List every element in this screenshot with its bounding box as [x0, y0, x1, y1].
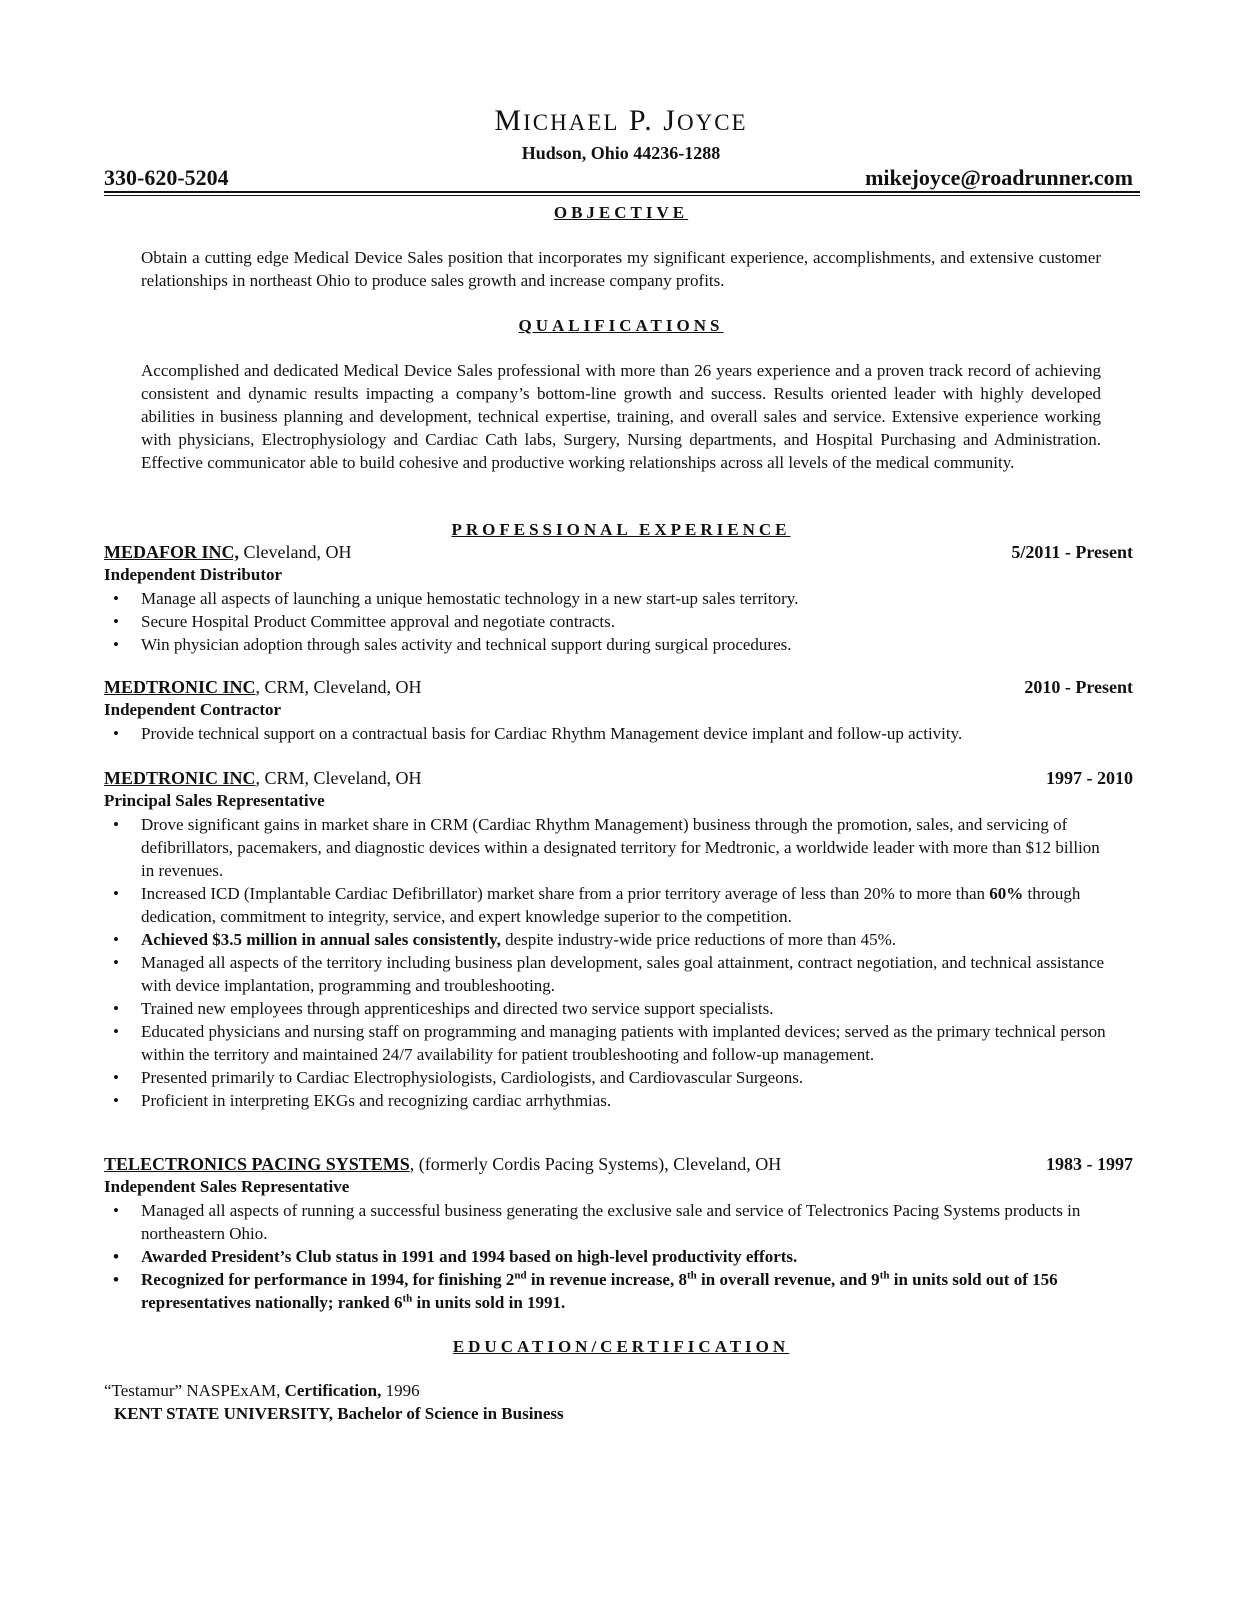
- candidate-location: Hudson, Ohio 44236-1288: [521, 143, 721, 163]
- list-item: • Trained new employees through apprenticeships and directed two service support specialists.: [104, 997, 1114, 1020]
- list-item: • Drove significant gains in market share in CRM (Cardiac Rhythm Management) business through the promotion, sales, and servicing of defibrillators, pacemakers, and diagnostic devices within a designated territory for Medtronic, a worldwide leader with more than $12 billion in revenues.: [104, 813, 1114, 882]
- job-role: Independent Sales Representative: [104, 1177, 350, 1196]
- job-company-line: TELECTRONICS PACING SYSTEMS, (formerly Cordis Pacing Systems), Cleveland, OH: [104, 1154, 782, 1174]
- job-dates: 1983 - 1997: [1046, 1154, 1133, 1174]
- degree-line: KENT STATE UNIVERSITY, Bachelor of Science in Business: [114, 1404, 564, 1423]
- job-company-line: MEDAFOR INC, Cleveland, OH: [104, 542, 352, 562]
- objective-heading: OBJECTIVE: [553, 203, 689, 222]
- job-dates: 5/2011 - Present: [1011, 542, 1133, 562]
- list-item: • Provide technical support on a contractual basis for Cardiac Rhythm Management device implant and follow-up activity.: [104, 722, 1114, 745]
- header-rule-bottom: [104, 195, 1140, 196]
- header-rule-top: [104, 191, 1140, 193]
- list-item: • Presented primarily to Cardiac Electrophysiologists, Cardiologists, and Cardiovascular Surgeons.: [104, 1066, 1114, 1089]
- job-bullets: [104, 722, 1114, 745]
- candidate-phone: 330-620-5204: [104, 165, 229, 190]
- list-item: • Proficient in interpreting EKGs and recognizing cardiac arrhythmias.: [104, 1089, 1114, 1112]
- list-item: • Increased ICD (Implantable Cardiac Defibrillator) market share from a prior territory average of less than 20% to more than 60% through dedication, commitment to integrity, service, and expert knowledge superior to the competition.: [104, 882, 1114, 928]
- job-bullets: [104, 1199, 1114, 1314]
- education-heading: EDUCATION/CERTIFICATION: [452, 1337, 790, 1356]
- objective-text: Obtain a cutting edge Medical Device Sales position that incorporates my significant experience, accomplishments, and extensive customer relationships in northeast Ohio to produce sales growth and increase company profits.: [141, 248, 1101, 290]
- job-role: Independent Contractor: [104, 700, 282, 719]
- company-name: MEDTRONIC INC: [104, 768, 256, 788]
- job-dates: 1997 - 2010: [1046, 768, 1133, 788]
- job-role: Principal Sales Representative: [104, 791, 325, 810]
- job-dates: 2010 - Present: [1024, 677, 1133, 697]
- list-item: • Achieved $3.5 million in annual sales consistently, despite industry-wide price reductions of more than 45%.: [104, 928, 1114, 951]
- job-role: Independent Distributor: [104, 565, 283, 584]
- company-name: MEDAFOR INC,: [104, 542, 239, 562]
- candidate-name: MICHAEL P. JOYCE: [494, 104, 748, 137]
- candidate-email: mikejoyce@roadrunner.com: [865, 165, 1133, 190]
- job-company-line: MEDTRONIC INC, CRM, Cleveland, OH: [104, 677, 422, 697]
- list-item: • Awarded President’s Club status in 1991 and 1994 based on high-level productivity efforts.: [104, 1245, 1114, 1268]
- list-item: • Managed all aspects of running a successful business generating the exclusive sale and service of Telectronics Pacing Systems products in northeastern Ohio.: [104, 1199, 1114, 1245]
- list-item: • Manage all aspects of launching a unique hemostatic technology in a new start-up sales territory.: [104, 587, 1114, 610]
- company-name: MEDTRONIC INC: [104, 677, 256, 697]
- list-item: • Secure Hospital Product Committee approval and negotiate contracts.: [104, 610, 1114, 633]
- job-company-line: MEDTRONIC INC, CRM, Cleveland, OH: [104, 768, 422, 788]
- qualifications-heading: QUALIFICATIONS: [518, 316, 724, 335]
- list-item: • Recognized for performance in 1994, for finishing 2nd in revenue increase, 8th in overall revenue, and 9th in units sold out of 156 representatives nationally; ranked 6th in units sold in 1991.: [104, 1268, 1114, 1314]
- company-name: TELECTRONICS PACING SYSTEMS: [104, 1154, 410, 1174]
- experience-heading: PROFESSIONAL EXPERIENCE: [451, 520, 791, 539]
- list-item: • Win physician adoption through sales activity and technical support during surgical procedures.: [104, 633, 1114, 656]
- qualifications-text: Accomplished and dedicated Medical Device Sales professional with more than 26 years experience and a proven track record of achieving consistent and dynamic results impacting a company’s bottom-line growth and success. Results oriented leader with highly developed abilities in business planning and development, technical expertise, training, and overall sales and service. Extensive experience working with physicians, Electrophysiology and Cardiac Cath labs, Surgery, Nursing departments, and Hospital Purchasing and Administration. Effective communicator able to build cohesive and productive working relationships across all levels of the medical community.: [141, 361, 1101, 472]
- list-item: • Managed all aspects of the territory including business plan development, sales goal attainment, contract negotiation, and technical assistance with device implantation, programming and troubleshooting.: [104, 951, 1114, 997]
- job-bullets: [104, 587, 1114, 656]
- job-bullets: [104, 813, 1114, 1112]
- list-item: • Educated physicians and nursing staff on programming and managing patients with implanted devices; served as the primary technical person within the territory and maintained 24/7 availability for patient troubleshooting and follow-up management.: [104, 1020, 1114, 1066]
- certification-line: “Testamur” NASPExAM, Certification, 1996: [104, 1381, 420, 1400]
